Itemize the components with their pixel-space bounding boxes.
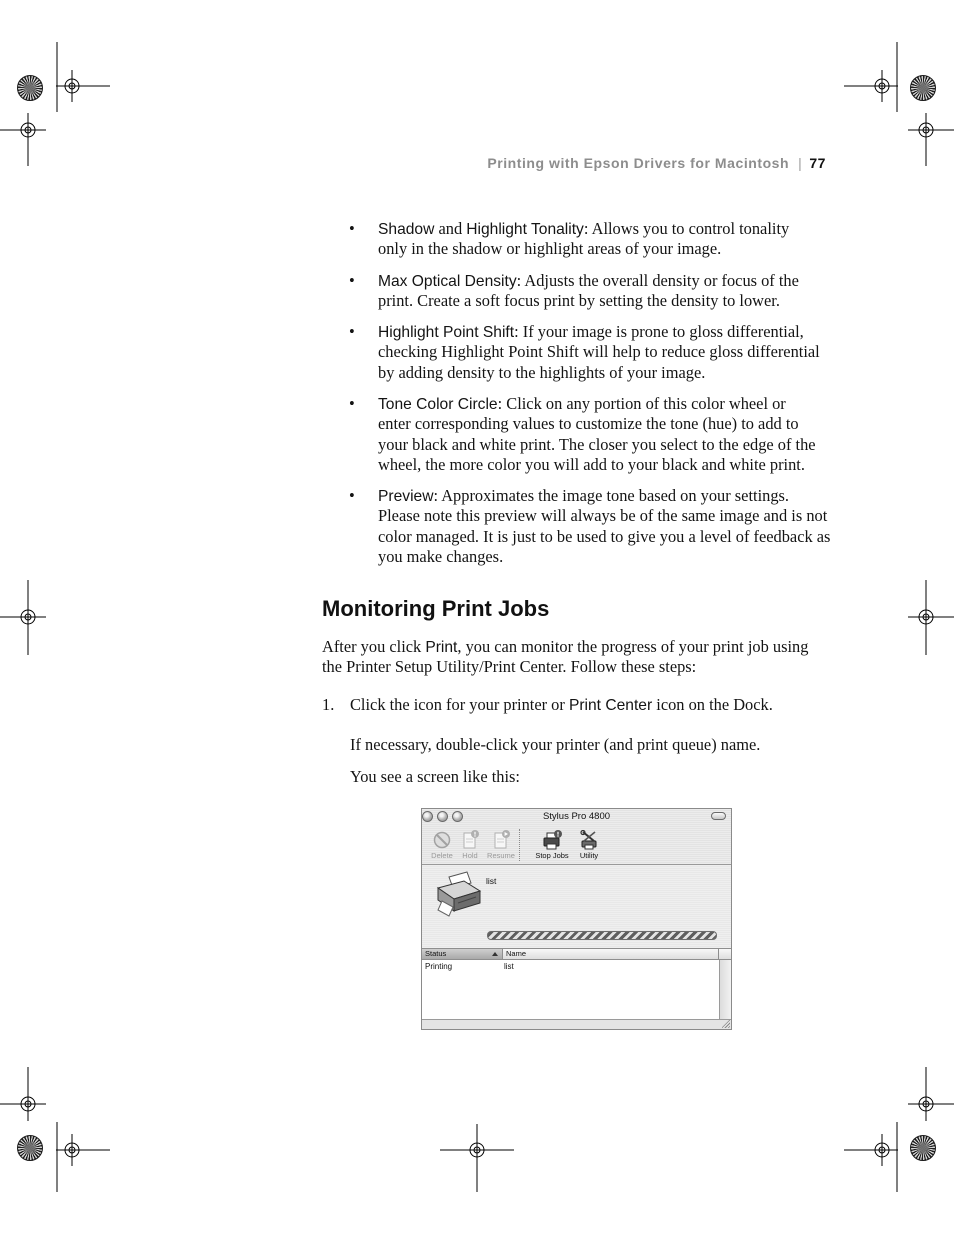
registration-target: [0, 580, 46, 655]
text-line: Please note this preview will always be of the same image and is not: [378, 506, 828, 526]
text-line: [322, 637, 808, 657]
section-heading: Monitoring Print Jobs: [322, 596, 550, 621]
jobs-table: [422, 960, 719, 1019]
toolbar-separator: [519, 829, 520, 861]
bullet-glyph: •: [349, 486, 355, 505]
text-run: : Click on any portion of this color wheel or: [497, 394, 786, 413]
ui-term: Tone Color Circle: [378, 396, 498, 413]
toolbar-label: Hold: [462, 851, 478, 860]
resume-icon: [491, 830, 511, 850]
ui-term: Print: [425, 639, 458, 656]
delete-icon: [432, 830, 452, 850]
current-job-name: list: [486, 876, 497, 886]
column-label: Status: [425, 949, 447, 958]
stop-jobs-button: [532, 830, 572, 860]
window-bottom-bar: [422, 1019, 731, 1029]
text-line: enter corresponding values to customize the tone (hue) to add to: [378, 414, 799, 434]
registration-target: [0, 113, 46, 166]
printer-icon: [434, 870, 482, 918]
text-line: [378, 219, 789, 239]
printer-status-area: [422, 865, 731, 948]
registration-target: [908, 1067, 954, 1121]
running-title: Printing with Epson Drivers for Macintosh: [487, 155, 790, 171]
toolbar-label: Delete: [431, 851, 453, 860]
print-queue-window-screenshot: [421, 808, 732, 1030]
step-item: [322, 695, 773, 715]
bullet-item: [349, 322, 820, 383]
utility-icon: [579, 830, 599, 850]
column-header-name: [503, 949, 719, 959]
starburst-mark: [17, 1135, 43, 1161]
bullet-glyph: •: [349, 219, 355, 238]
hold-icon: [460, 830, 480, 850]
resize-grip-icon: [722, 1020, 730, 1028]
text-line: print. Create a soft focus print by setting the density to lower.: [378, 291, 780, 311]
toolbar-label: Utility: [579, 851, 599, 860]
registration-target: [56, 1134, 110, 1166]
registration-target: [908, 113, 954, 166]
bullet-glyph: •: [349, 322, 355, 341]
bullet-item: [349, 394, 816, 476]
text-line: wheel, the more color you will add to your black and white print.: [378, 455, 805, 475]
page-number: 77: [809, 155, 826, 171]
job-progress-bar: [487, 931, 717, 940]
text-line: only in the shadow or highlight areas of your image.: [378, 239, 722, 259]
conjunction: and: [438, 219, 463, 238]
text-line: [378, 271, 799, 291]
registration-target: [908, 580, 954, 655]
header-corner: [719, 949, 731, 959]
ui-term: Highlight Tonality: [466, 221, 584, 238]
vertical-scrollbar: [719, 960, 731, 1019]
text-line: [378, 322, 820, 342]
text-line: you make changes.: [378, 547, 504, 567]
text-line: [378, 394, 816, 414]
column-label: Name: [506, 949, 527, 958]
resume-button: [481, 830, 521, 860]
ui-term: Print Center: [568, 697, 653, 714]
job-name-cell: list: [504, 962, 514, 971]
bullet-glyph: •: [349, 394, 355, 413]
toolbar-label: Resume: [487, 851, 515, 860]
text-run: : If your image is prone to gloss differential,: [514, 322, 804, 341]
text-line: You see a screen like this:: [350, 767, 520, 786]
text-run: : Allows you to control tonality: [583, 219, 790, 238]
intro-paragraph: [322, 637, 808, 678]
ui-term: Shadow: [378, 221, 435, 238]
starburst-mark: [17, 75, 43, 101]
bullet-item: [349, 219, 790, 260]
step-note: [350, 735, 760, 755]
registration-target: [0, 1067, 46, 1121]
bullet-item: [349, 486, 831, 568]
text-line: color managed. It is just to be used to give you a level of feedback as: [378, 526, 831, 546]
sort-ascending-icon: [492, 952, 498, 956]
starburst-mark: [910, 75, 936, 101]
job-status-cell: Printing: [425, 962, 453, 971]
registration-target: [56, 70, 110, 102]
text-run: : Approximates the image tone based on your settings.: [433, 486, 789, 505]
ui-term: Max Optical Density: [378, 273, 517, 290]
toolbar-toggle-button: [711, 812, 726, 820]
ui-term: Preview: [378, 488, 434, 505]
utility-button: [569, 830, 609, 860]
bullet-item: [349, 271, 799, 312]
text-line: If necessary, double-click your printer (and print queue) name.: [350, 735, 761, 754]
step-note: [350, 767, 520, 787]
registration-target: [844, 70, 898, 102]
text-line: the Printer Setup Utility/Print Center. Follow these steps:: [322, 657, 697, 677]
starburst-mark: [910, 1135, 936, 1161]
running-header: [487, 154, 826, 172]
registration-target: [440, 1124, 514, 1192]
step-number: 1.: [322, 695, 335, 714]
text-line: [378, 486, 830, 506]
text-run: icon on the Dock.: [656, 695, 773, 714]
text-line: your black and white print. The closer you select to the edge of the: [378, 434, 816, 454]
text-run: , you can monitor the progress of your print job using: [457, 637, 809, 656]
column-header-status: [422, 949, 503, 959]
stop-jobs-printer-icon: [542, 830, 562, 850]
registration-target: [844, 1134, 898, 1166]
text-line: checking Highlight Point Shift will help to reduce gloss differential: [378, 342, 820, 362]
text-line: by adding density to the highlights of your image.: [378, 362, 706, 382]
ui-term: Highlight Point Shift: [378, 324, 515, 341]
bullet-glyph: •: [349, 271, 355, 290]
text-line: [322, 695, 773, 715]
text-run: : Adjusts the overall density or focus of the: [516, 271, 799, 290]
header-separator: |: [798, 155, 803, 171]
text-run: Click the icon for your printer or: [350, 695, 565, 714]
toolbar-label: Stop Jobs: [535, 851, 569, 860]
text-run: After you click: [322, 637, 422, 656]
window-title: Stylus Pro 4800: [542, 811, 611, 822]
window-chrome: [422, 809, 731, 865]
jobs-table-header: [422, 948, 731, 960]
